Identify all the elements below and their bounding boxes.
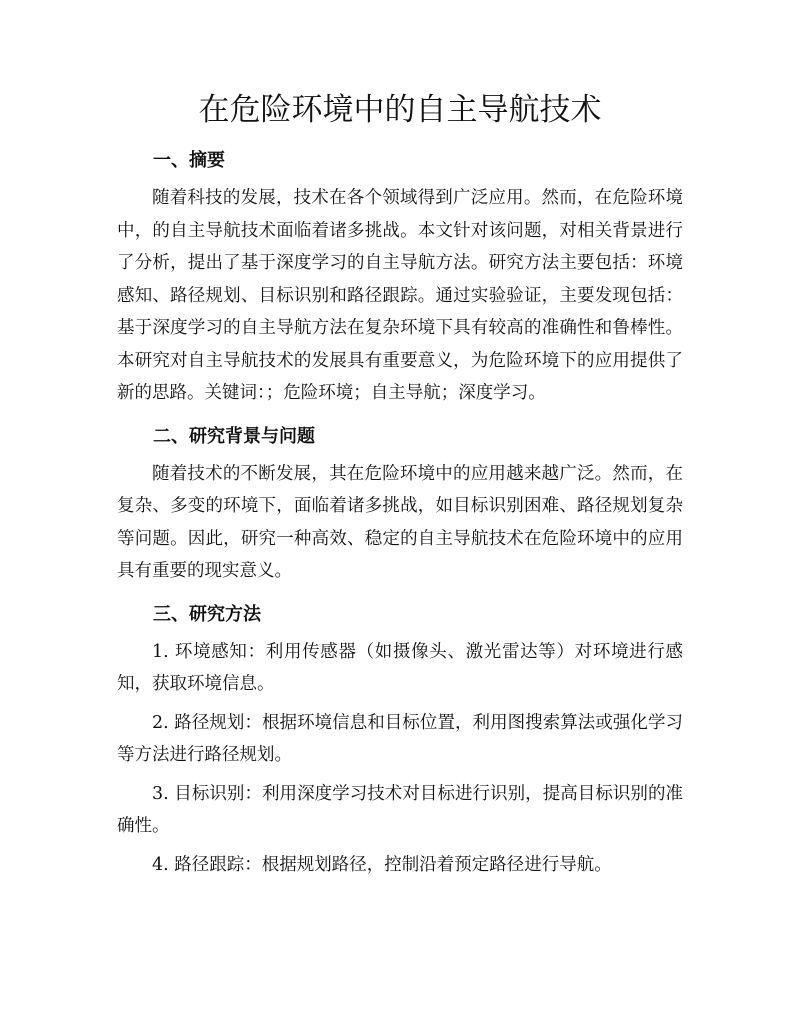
abstract-section (117, 142, 683, 410)
background-section (117, 418, 683, 588)
document-title: 在危险环境中的自主导航技术 (198, 92, 602, 128)
background-heading: 二、研究背景与问题 (153, 425, 315, 447)
methods-heading: 三、研究方法 (153, 603, 261, 625)
abstract-paragraph: 随着科技的发展，技术在各个领域得到广泛应用。然而，在危险环境中，的自主导航技术面临着诸多挑战。本文针对该问题，对相关背景进行了分析，提出了基于深度学习的自主导航方法。研究方法主要包括：环境感知、路径规划、目标识别和路径跟踪。通过实验验证，主要发现包括：基于深度学习的自主导航方法在复杂环境下具有较高的准确性和鲁棒性。本研究对自主导航技术的发展具有重要意义，为危险环境下的应用提供了新的思路。关键词：；危险环境；自主导航；深度学习。 (117, 188, 683, 403)
method-item-target-recognition: 3. 目标识别：利用深度学习技术对目标进行识别，提高目标识别的准确性。 (117, 783, 683, 836)
document-body (117, 142, 683, 881)
background-paragraph: 随着技术的不断发展，其在危险环境中的应用越来越广泛。然而，在复杂、多变的环境下，面临着诸多挑战，如目标识别困难、路径规划复杂等问题。因此，研究一种高效、稳定的自主导航技术在危险环境中的应用具有重要的现实意义。 (117, 463, 683, 581)
method-item-perception: 1. 环境感知：利用传感器（如摄像头、激光雷达等）对环境进行感知，获取环境信息。 (117, 641, 683, 694)
methods-section (117, 596, 683, 882)
abstract-heading: 一、摘要 (153, 150, 225, 171)
method-item-path-planning: 2. 路径规划：根据环境信息和目标位置，利用图搜索算法或强化学习等方法进行路径规划。 (117, 712, 683, 765)
method-item-path-tracking: 4. 路径跟踪：根据规划路径，控制沿着预定路径进行导航。 (152, 854, 612, 875)
